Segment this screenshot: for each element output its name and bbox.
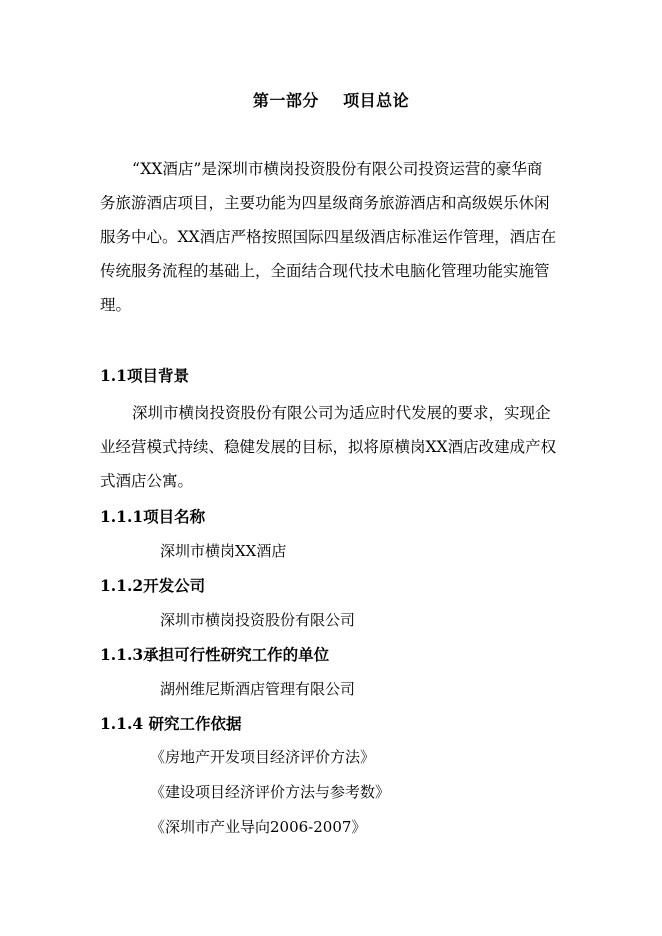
- developer-value: 深圳市横岗投资股份有限公司: [160, 611, 356, 629]
- background-line: 式酒店公寓。: [100, 472, 194, 490]
- intro-line: 传统服务流程的基础上，全面结合现代技术电脑化管理功能实施管: [100, 262, 550, 280]
- research-basis-item: 《建设项目经济评价方法与参考数》: [150, 783, 391, 801]
- research-basis-item: 《深圳市产业导向2006-2007》: [150, 818, 367, 836]
- intro-paragraph: [100, 152, 570, 322]
- project-name-value: 深圳市横岗XX酒店: [160, 542, 287, 560]
- research-basis-item: 《房地产开发项目经济评价方法》: [150, 748, 376, 766]
- page-title: 第一部分 项目总论: [252, 91, 410, 110]
- section-heading-project-background: 1.1项目背景: [100, 366, 189, 385]
- background-line: 深圳市横岗投资股份有限公司为适应时代发展的要求，实现企: [132, 404, 551, 422]
- feasibility-unit-value: 湖州维尼斯酒店管理有限公司: [160, 680, 356, 698]
- intro-line: “XX酒店”是深圳市横岗投资股份有限公司投资运营的豪华商: [132, 160, 543, 178]
- background-paragraph: [100, 396, 570, 498]
- intro-line: 理。: [100, 296, 132, 314]
- intro-line: 务旅游酒店项目，主要功能为四星级商务旅游酒店和高级娱乐休闲: [100, 194, 550, 212]
- background-line: 业经营模式持续、稳健发展的目标，拟将原横岗XX酒店改建成产权: [100, 438, 557, 456]
- intro-line: 服务中心。XX酒店严格按照国际四星级酒店标准运作管理，酒店在: [100, 228, 557, 246]
- section-heading-feasibility-unit: 1.1.3承担可行性研究工作的单位: [100, 645, 330, 664]
- section-heading-project-name: 1.1.1项目名称: [100, 507, 206, 526]
- section-heading-research-basis: 1.1.4 研究工作依据: [100, 714, 242, 733]
- section-heading-developer: 1.1.2开发公司: [100, 576, 206, 595]
